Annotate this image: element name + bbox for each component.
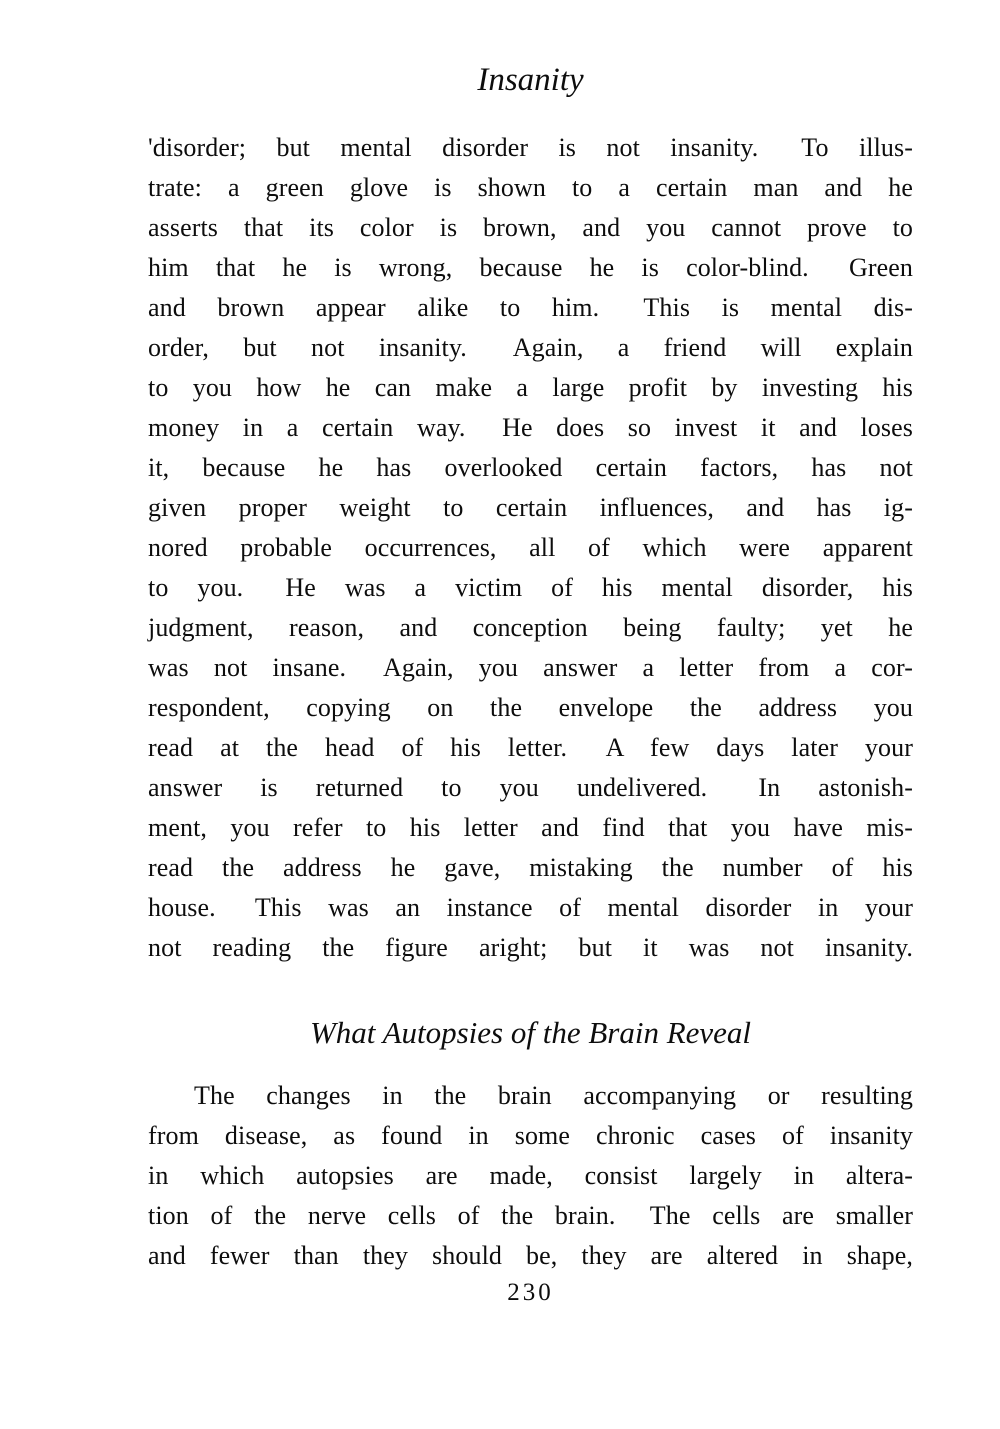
text-line: was not insane. Again, you answer a letter from a cor- [148, 653, 913, 682]
text-line: money in a certain way. He does so invest it and loses [148, 413, 913, 442]
text-line: and fewer than they should be, they are altered in shape, [148, 1241, 913, 1270]
text-line: judgment, reason, and conception being faulty; yet he [148, 613, 913, 642]
text-line: to you how he can make a large profit by investing his [148, 373, 913, 402]
text-line: to you. He was a victim of his mental disorder, his [148, 573, 913, 602]
text-line: answer is returned to you undelivered. In astonish- [148, 773, 913, 802]
text-line: read the address he gave, mistaking the number of his [148, 853, 913, 882]
text-line: and brown appear alike to him. This is mental dis- [148, 293, 913, 322]
text-line: house. This was an instance of mental disorder in your [148, 893, 913, 922]
text-line: not reading the figure aright; but it was not insanity. [148, 933, 913, 962]
text-line: The changes in the brain accompanying or resulting [194, 1081, 913, 1110]
text-line: trate: a green glove is shown to a certain man and he [148, 173, 913, 202]
running-head: Insanity [477, 62, 584, 98]
text-line: respondent, copying on the envelope the address you [148, 693, 913, 722]
text-line: tion of the nerve cells of the brain. The cells are smaller [148, 1201, 913, 1230]
text-line: from disease, as found in some chronic cases of insanity [148, 1121, 913, 1150]
text-line: nored probable occurrences, all of which were apparent [148, 533, 913, 562]
paragraph-mental-disorder [148, 128, 913, 968]
text-line: read at the head of his letter. A few days later your [148, 733, 913, 762]
text-line: asserts that its color is brown, and you cannot prove to [148, 213, 913, 242]
paragraph-autopsies [148, 1076, 913, 1276]
text-line: him that he is wrong, because he is color-blind. Green [148, 253, 913, 282]
text-line: ment, you refer to his letter and find that you have mis- [148, 813, 913, 842]
section-heading: What Autopsies of the Brain Reveal [309, 1015, 752, 1050]
text-line: in which autopsies are made, consist largely in altera- [148, 1161, 913, 1190]
text-line: 'disorder; but mental disorder is not insanity. To illus- [148, 133, 913, 162]
text-line: given proper weight to certain influences, and has ig- [148, 493, 913, 522]
page-number: 230 [507, 1279, 554, 1306]
text-line: it, because he has overlooked certain factors, has not [148, 453, 913, 482]
text-line: order, but not insanity. Again, a friend will explain [148, 333, 913, 362]
